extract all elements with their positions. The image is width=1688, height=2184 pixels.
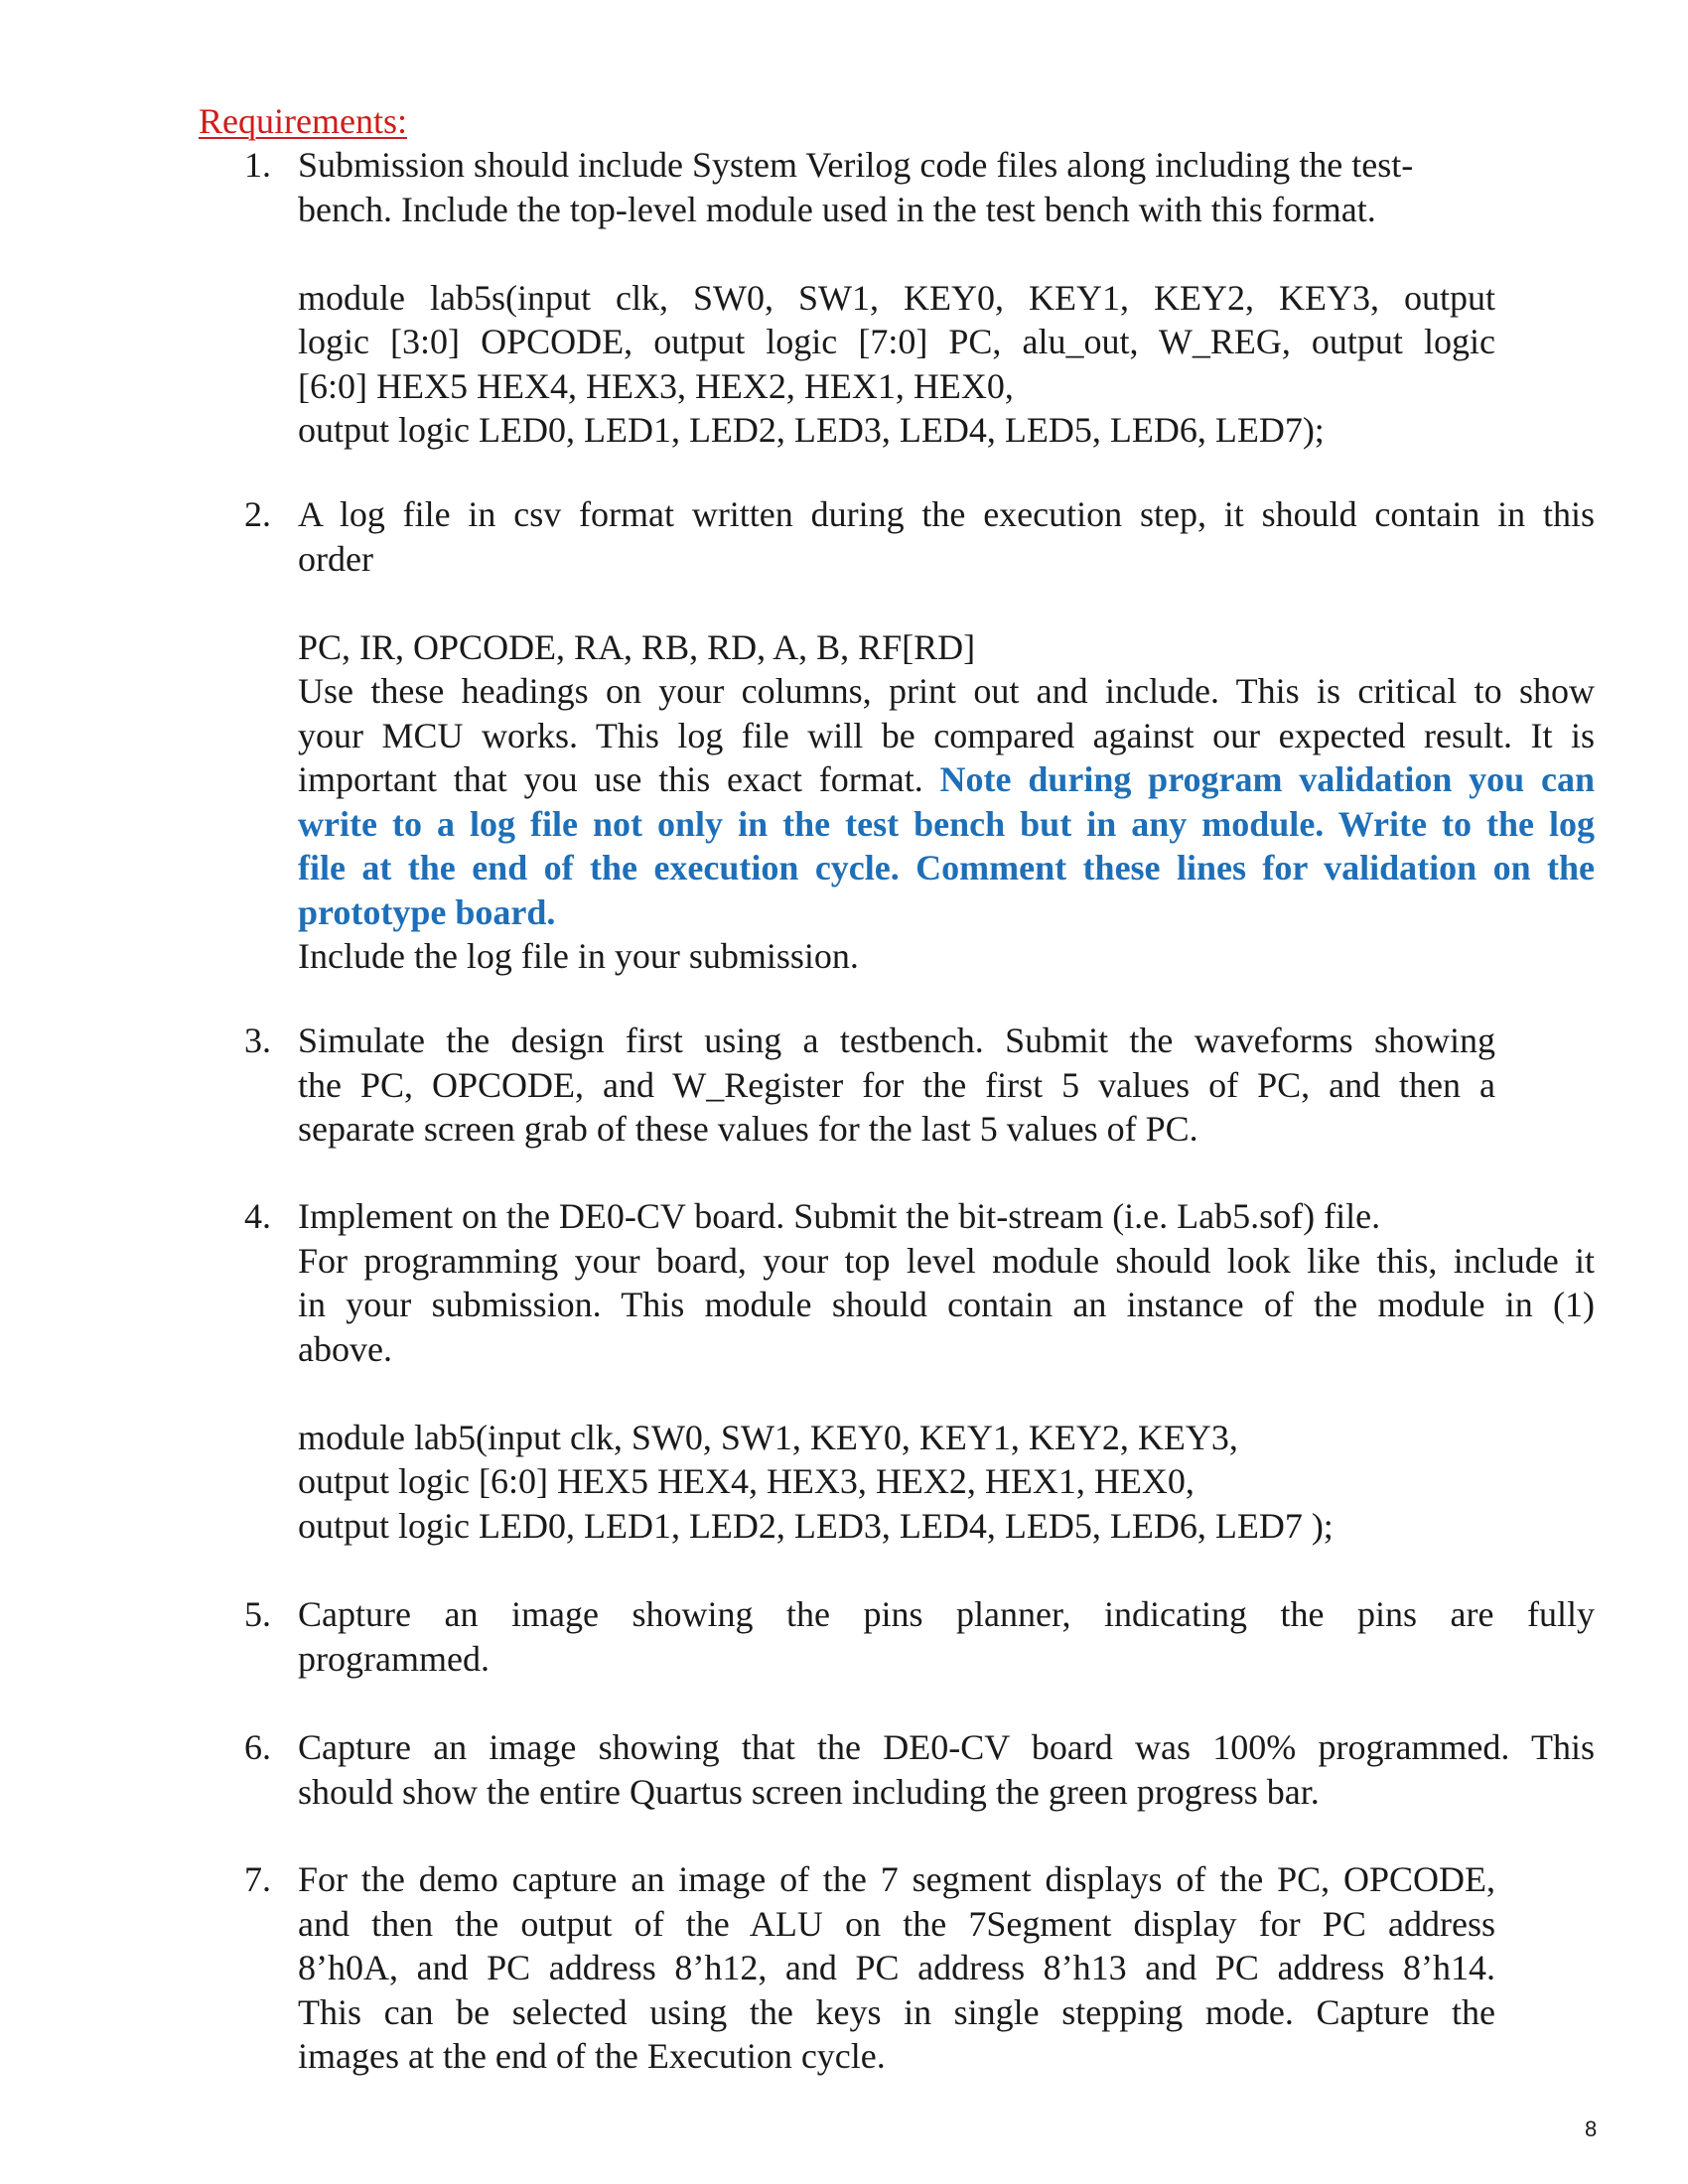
item-number: 1.: [244, 145, 271, 185]
item-number: 2.: [244, 494, 271, 534]
code-line: output logic LED0, LED1, LED2, LED3, LED4, LED5, LED6, LED7);: [298, 410, 1325, 450]
code-line: module lab5s(input clk, SW0, SW1, KEY0, KEY1, KEY2, KEY3, output: [298, 277, 1495, 318]
item-line: your MCU works. This log file will be compared against our expected result. It is: [298, 715, 1595, 755]
item-line: This can be selected using the keys in single stepping mode. Capture the: [298, 1991, 1495, 2032]
code-line: output logic LED0, LED1, LED2, LED3, LED4, LED5, LED6, LED7 );: [298, 1505, 1334, 1546]
item-line: should show the entire Quartus screen including the green progress bar.: [298, 1771, 1320, 1812]
item-line: and then the output of the ALU on the 7Segment display for PC address: [298, 1903, 1495, 1944]
item-line: above.: [298, 1328, 392, 1369]
item-line: in your submission. This module should contain an instance of the module in (1): [298, 1285, 1595, 1324]
code-line: logic [3:0] OPCODE, output logic [7:0] PC, alu_out, W_REG, output logic: [298, 322, 1495, 361]
item-line: A log file in csv format written during the execution step, it should contain in this: [298, 494, 1595, 534]
item-number: 3.: [244, 1021, 271, 1060]
item-line: images at the end of the Execution cycle.: [298, 2036, 886, 2076]
item-line: For programming your board, your top level module should look like this, include it: [298, 1240, 1595, 1281]
item-line: Submission should include System Verilog code files along including the test-: [298, 145, 1414, 185]
item-number: 6.: [244, 1727, 271, 1767]
item-line: bench. Include the top-level module used in the test bench with this format.: [298, 189, 1376, 229]
page-number: 8: [1585, 2116, 1598, 2141]
item-line: Use these headings on your columns, print out and include. This is critical to show: [298, 671, 1595, 711]
note-highlight: prototype board.: [298, 891, 556, 932]
item-line: 8’h0A, and PC address 8’h12, and PC address 8’h13 and PC address 8’h14.: [298, 1948, 1495, 1987]
requirements-heading: Requirements:: [199, 101, 407, 141]
blank-line: [298, 1371, 1595, 1416]
item-line: separate screen grab of these values for the last 5 values of PC.: [298, 1109, 1198, 1149]
item-line-mixed: [298, 757, 1595, 802]
item-line-normal: important that you use this exact format.: [298, 759, 923, 799]
code-line: output logic [6:0] HEX5 HEX4, HEX3, HEX2, HEX1, HEX0,: [298, 1461, 1195, 1501]
item-number: 7.: [244, 1859, 271, 1899]
item-line: Capture an image showing the pins planner, indicating the pins are fully: [298, 1594, 1595, 1634]
item-line: programmed.: [298, 1638, 490, 1679]
code-line: [6:0] HEX5 HEX4, HEX3, HEX2, HEX1, HEX0,: [298, 365, 1014, 406]
item-line: For the demo capture an image of the 7 segment displays of the PC, OPCODE,: [298, 1859, 1495, 1899]
item-line: the PC, OPCODE, and W_Register for the first 5 values of PC, and then a: [298, 1064, 1495, 1105]
item-line: Simulate the design first using a testbench. Submit the waveforms showing: [298, 1021, 1495, 1060]
item-number: 4.: [244, 1196, 271, 1236]
csv-headings: PC, IR, OPCODE, RA, RB, RD, A, B, RF[RD]: [298, 626, 976, 667]
note-highlight: write to a log file not only in the test bench but in any module. Write to the log: [298, 803, 1595, 844]
code-line: module lab5(input clk, SW0, SW1, KEY0, KEY1, KEY2, KEY3,: [298, 1417, 1238, 1457]
item-line: Include the log file in your submission.: [298, 936, 859, 976]
item-line: order: [298, 538, 373, 579]
item-line: Capture an image showing that the DE0-CV board was 100% programmed. This: [298, 1727, 1595, 1767]
item-number: 5.: [244, 1594, 271, 1634]
blank-line: [298, 231, 1595, 276]
note-highlight: file at the end of the execution cycle. Comment these lines for validation on the: [298, 848, 1595, 887]
item-line: Implement on the DE0-CV board. Submit the bit-stream (i.e. Lab5.sof) file.: [298, 1196, 1381, 1236]
note-highlight: Note during program validation you can: [939, 759, 1595, 799]
blank-line: [298, 581, 1595, 625]
